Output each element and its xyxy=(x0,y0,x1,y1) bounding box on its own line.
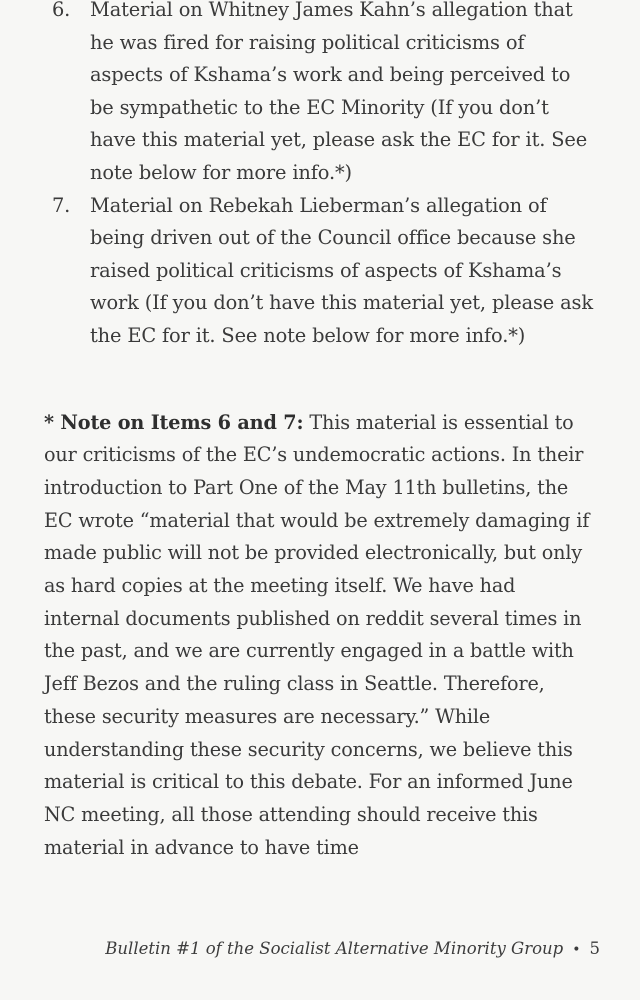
note-paragraph xyxy=(44,407,596,865)
footer-bulletin-title: Bulletin #1 of the Socialist Alternative Minority Group xyxy=(105,939,564,958)
list-item-text: Material on Whitney James Kahn’s allegation that he was fired for raising political criticisms of aspects of Kshama’s work and being perceived to be sympathetic to the EC Minority (If you don’t have this material yet, please ask the EC for it. See note below for more info.*) xyxy=(90,0,588,184)
numbered-list xyxy=(44,0,596,353)
note-heading: * Note on Items 6 and 7: xyxy=(44,410,304,434)
footer-separator: • xyxy=(572,942,581,958)
list-item xyxy=(44,190,596,353)
list-item-number: 6. xyxy=(52,0,71,21)
page-number: 5 xyxy=(589,939,600,958)
list-item-number: 7. xyxy=(52,193,71,217)
page-footer xyxy=(0,937,600,962)
list-item-text: Material on Rebekah Lieberman’s allegation of being driven out of the Council office because she raised political criticisms of aspects of Kshama’s work (If you don’t have this material yet, please ask the EC for it. See note below for more info.*) xyxy=(90,193,593,347)
list-item xyxy=(44,0,596,190)
note-body: This material is essential to our criticisms of the EC’s undemocratic actions. In their introduction to Part One of the May 11th bulletins, the EC wrote “material that would be extremely damaging if made public will not be provided electronically, but only as hard copies at the meeting itself. We have had internal documents published on reddit several times in the past, and we are currently engaged in a battle with Jeff Bezos and the ruling class in Seattle. Therefore, these security measures are necessary.” While understanding these security concerns, we believe this material is critical to this debate. For an informed June NC meeting, all those attending should receive this material in advance to have time xyxy=(44,410,590,859)
